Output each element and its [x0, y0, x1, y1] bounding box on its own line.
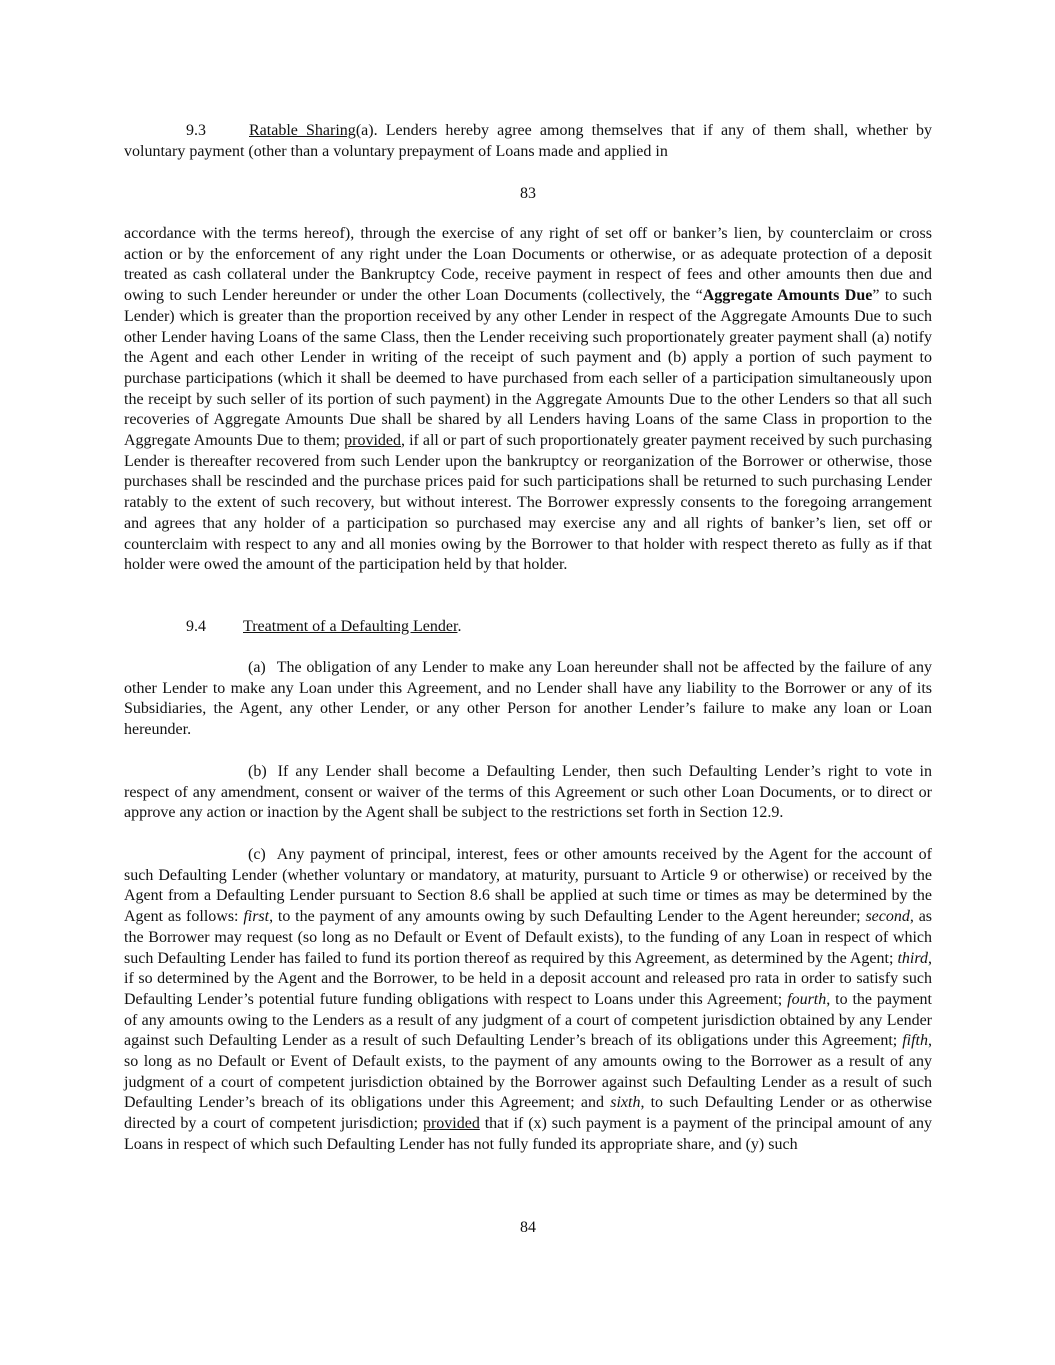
para-c-t7: , to such Defaulting Lender or as otherwise directed by a court of competent jurisdiction; [124, 1094, 933, 1133]
para-b-label: (b) [248, 763, 267, 780]
para-c-t1: Any payment of principal, interest, fees or other amounts received by the Agent for the account of such Defaulting Lender (whether voluntary or mandatory, at maturity, pursuant to Article 9 or otherwise) or received by the Agent from a Defaulting Lender pursuant to Section 8.6 shall be applied at such time or times as may be determined by the Agent as follows: [124, 846, 932, 926]
continuation-part3: , if all or part of such proportionately greater payment received by such purchasing Lender is thereafter recovered from such Lender upon the bankruptcy or reorganization of the Borrower or otherwise, those purchases shall be rescinded and the purchase prices paid for such participations shall be returned to such purchasing Lender ratably to the extent of such recovery, but without interest. The Borrower expressly consents to the foregoing arrangement and agrees that any holder of a participation so purchased may exercise any and all rights of banker’s lien, set off or counterclaim with respect to any and all monies owing by the Borrower to that holder with respect thereto as fully as if that holder were owed the amount of the participation held by that holder. [124, 432, 932, 574]
section-9-4-para-c [124, 845, 932, 1156]
para-c-t2: , to the payment of any amounts owing by such Defaulting Lender to the Agent hereunder; [269, 908, 866, 926]
aggregate-amounts-due-term: Aggregate Amounts Due [702, 287, 873, 305]
para-c-t3: , as the Borrower may request (so long as no Default or Event of Default exists), to the funding of any Loan in respect of which such Defaulting Lender has failed to fund its portion thereof as required by this Agreement, as determined by the Agent; [124, 908, 933, 967]
para-c-label: (c) [248, 846, 266, 863]
continuation-part1: accordance with the terms hereof), through the exercise of any right of set off or banker’s lien, by counterclaim or cross action or by the enforcement of any right under the Loan Documents or otherwise, or as adequate protection of a deposit treated as cash collateral under the Bankruptcy Code, receive payment in respect of fees and other amounts then due and owing to such Lender hereunder or under the other Loan Documents (collectively, the “ [124, 225, 932, 305]
para-a-text: The obligation of any Lender to make any Loan hereunder shall not be affected by the failure of any other Lender to make any Loan under this Agreement, and no Lender shall have any liability to the Borrower or any of its Subsidiaries, the Agent, any other Lender, or any other Person for another Lender’s failure to make any loan or Loan hereunder. [124, 659, 932, 739]
section-9-3-number: 9.3 [186, 122, 206, 139]
section-9-4-heading-line [124, 617, 932, 638]
section-9-4-heading: Treatment of a Defaulting Lender [243, 618, 458, 635]
page-number-84: 84 [520, 1219, 536, 1236]
section-9-4-heading-period: . [457, 618, 462, 635]
page-number-83: 83 [520, 185, 536, 202]
continuation-part2: ” to such Lender) which is greater than the proportion received by any other Lender in respect of the Aggregate Amounts Due to such other Lender having Loans of the same Class, then the Lender receiving such proportionately greater payment shall (a) notify the Agent and each other Lender in writing of the receipt of such payment and (b) apply a portion of such payment to purchase participations (which it shall be deemed to have purchased from each seller of a participation simultaneously upon the receipt by such seller of its portion of such payment) in the Aggregate Amounts Due to the other Lenders so that all such recoveries of Aggregate Amounts Due shall be shared by all Lenders having Loans of the same Class in proportion to the Aggregate Amounts Due to them; [124, 287, 932, 450]
section-9-3-text: (a). Lenders hereby agree among themselves that if any of them shall, whether by voluntary payment (other than a voluntary prepayment of Loans made and applied in [124, 122, 933, 160]
section-9-3-heading: Ratable Sharing [249, 122, 356, 139]
section-9-4-number: 9.4 [186, 618, 206, 635]
para-c-t8: that if (x) such payment is a payment of the principal amount of any Loans in respect of which such Defaulting Lender has not fully funded its appropriate share, and (y) such [124, 1115, 933, 1153]
section-9-3-paragraph [124, 121, 932, 162]
para-c-t4: , if so determined by the Agent and the Borrower, to be held in a deposit account and released pro rata in order to satisfy such Defaulting Lender’s potential future funding obligations with respect to Loans under this Agreement; [124, 949, 932, 1008]
para-c-first: first [243, 908, 270, 926]
para-c-fourth: fourth [787, 990, 827, 1008]
section-9-4-para-a [124, 658, 932, 741]
para-c-sixth: sixth [610, 1094, 641, 1112]
para-c-t6: , so long as no Default or Event of Default exists, to the payment of any amounts owing to the Borrower as a result of any judgment of a court of competent jurisdiction obtained by the Borrower against such Defaulting Lender as a result of such Defaulting Lender’s breach of its obligations under this Agreement; and [124, 1032, 932, 1112]
para-c-fifth: fifth [902, 1032, 928, 1050]
provided-term: provided [344, 432, 402, 450]
para-c-third: third [897, 949, 928, 967]
para-c-second: second [865, 908, 910, 926]
section-9-4-para-b [124, 762, 932, 824]
para-c-provided: provided [422, 1115, 480, 1133]
para-a-label: (a) [248, 659, 266, 676]
para-b-text: If any Lender shall become a Defaulting Lender, then such Defaulting Lender’s right to vote in respect of any amendment, consent or waiver of the terms of this Agreement or such other Loan Documents, or to direct or approve any action or inaction by the Agent shall be subject to the restrictions set forth in Section 12.9. [124, 763, 932, 822]
section-9-3-continuation [124, 224, 932, 576]
para-c-t5: , to the payment of any amounts owing to the Lenders as a result of any judgment of a court of competent jurisdiction obtained by any Lender against such Defaulting Lender as a result of such Defaulting Lender’s breach of its obligations under this Agreement; [124, 990, 933, 1050]
